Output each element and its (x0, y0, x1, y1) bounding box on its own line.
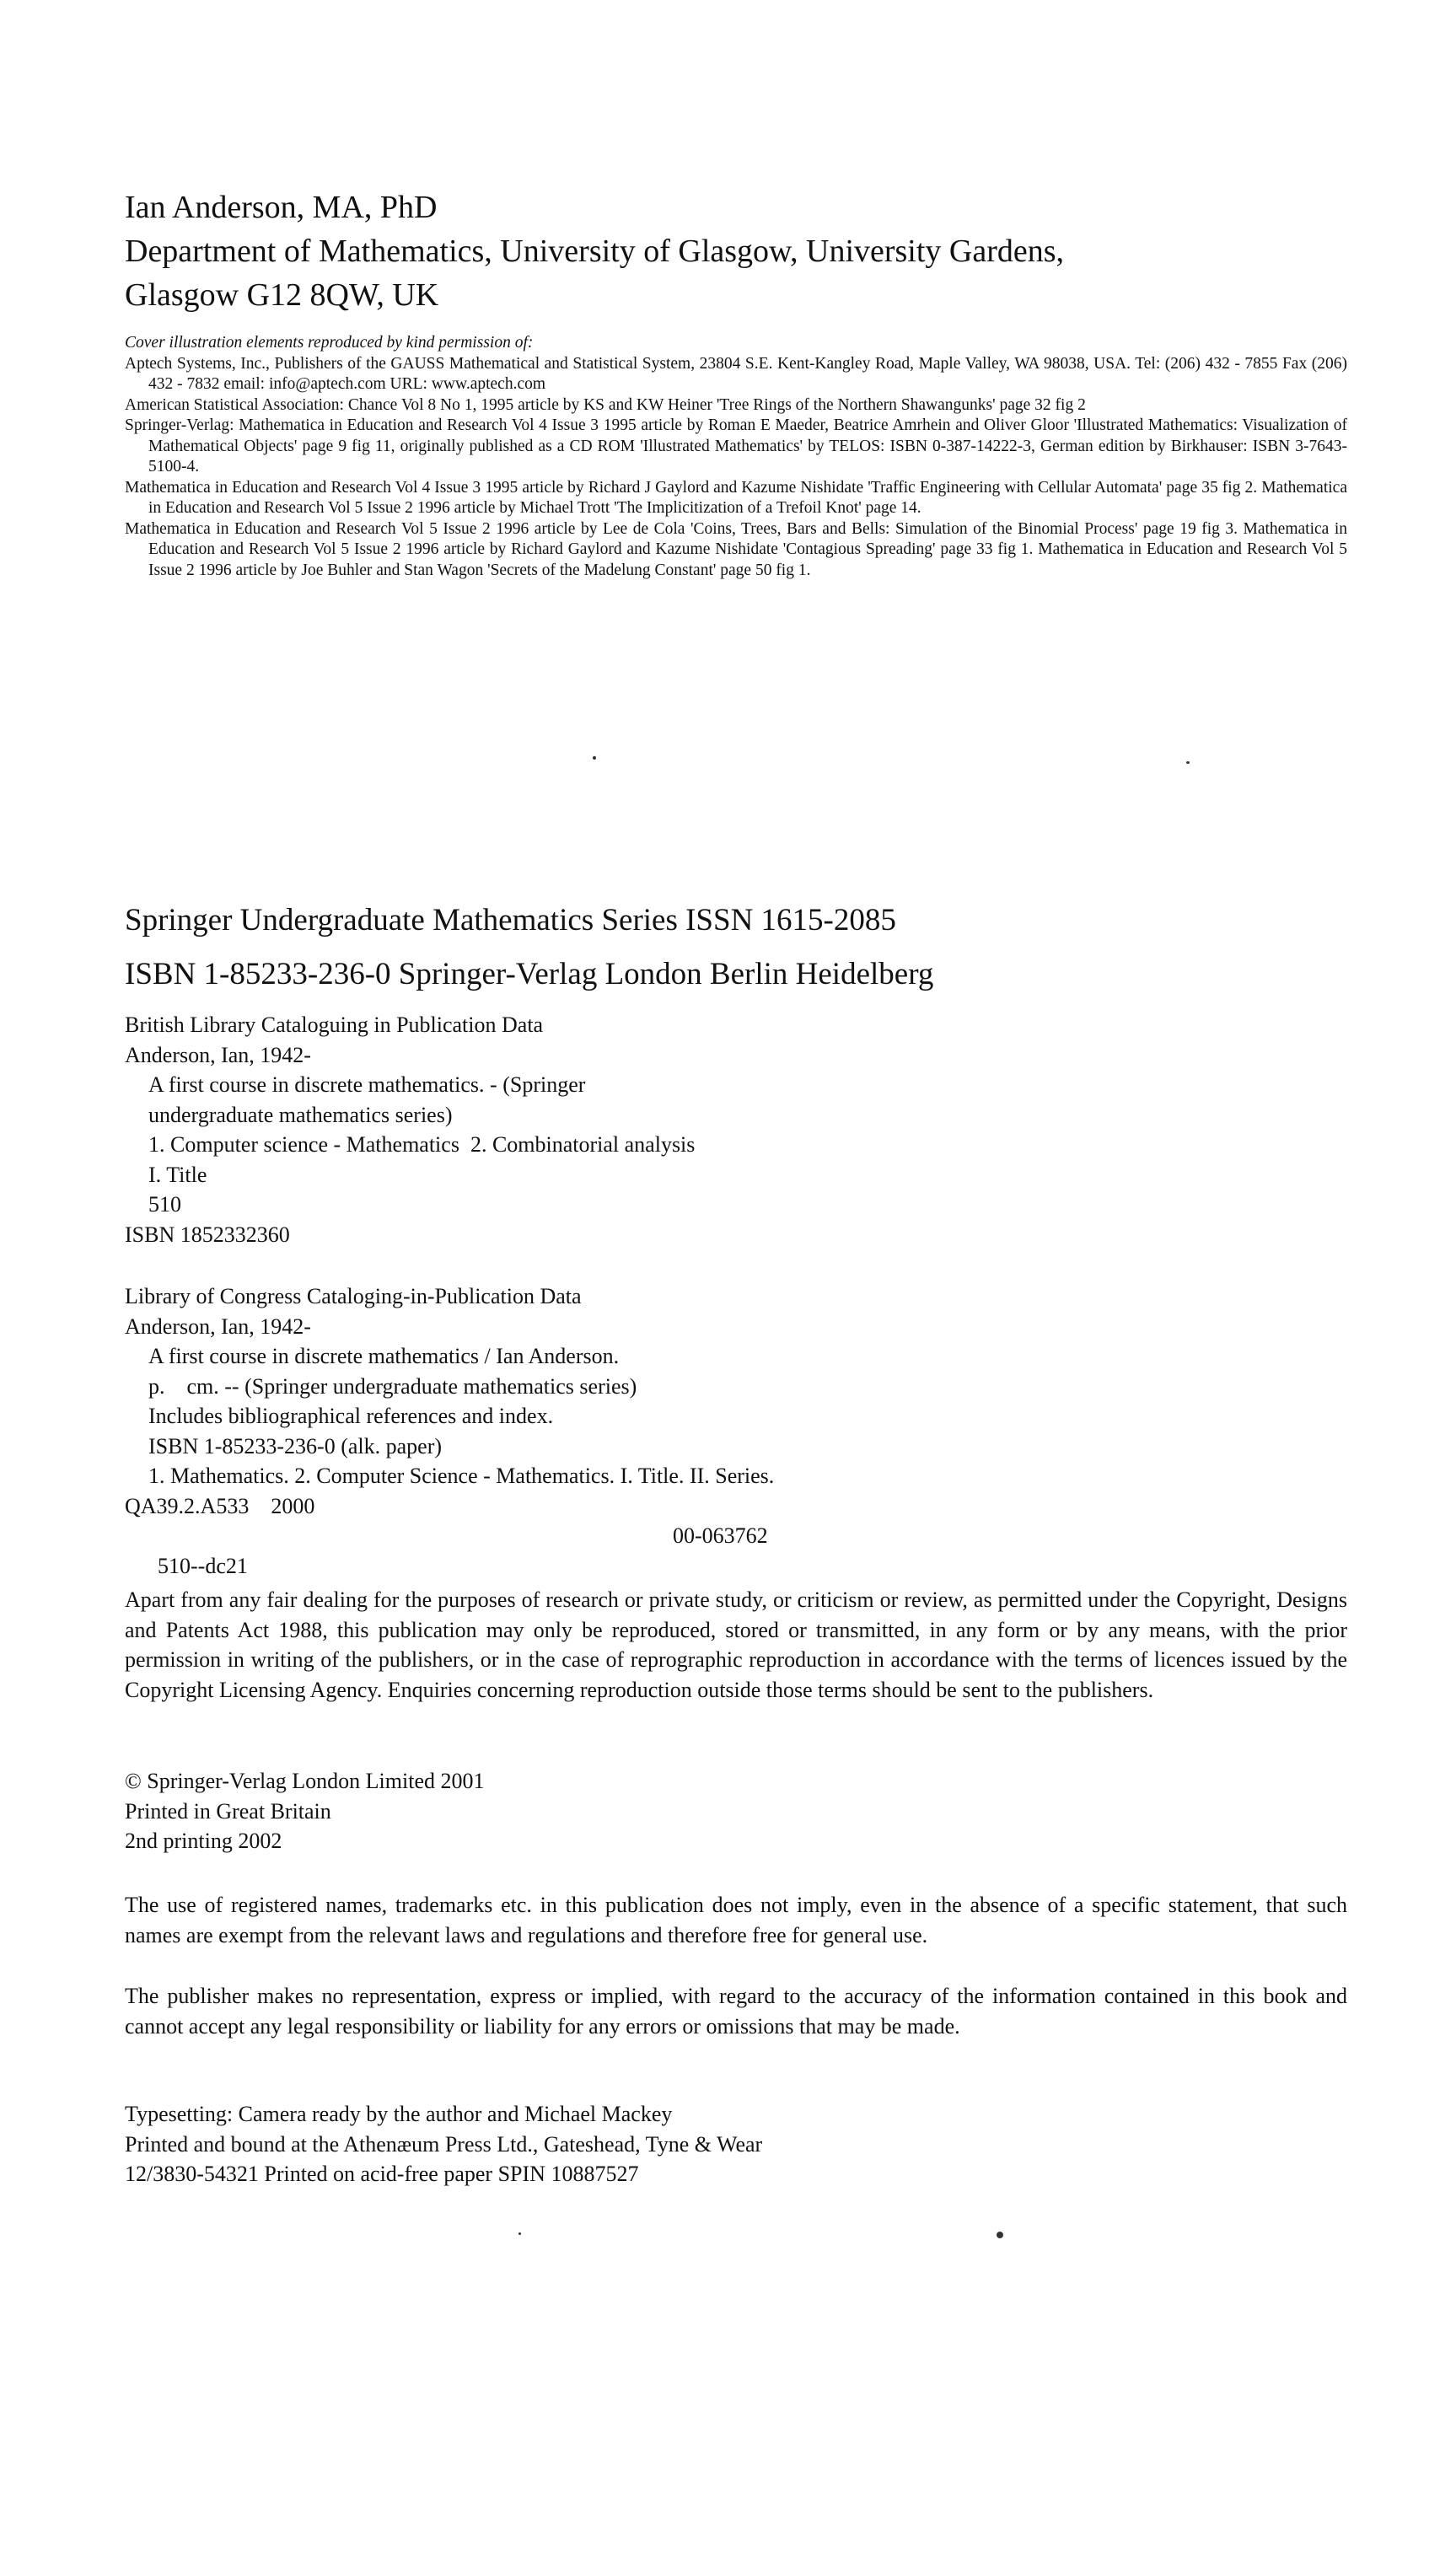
loc-lccn: 00-063762 (673, 1523, 768, 1548)
bl-class: 510 (148, 1192, 181, 1217)
bl-author: Anderson, Ian, 1942- (125, 1042, 311, 1067)
author-address-line1: Department of Mathematics, University of Glasgow, University Gardens, (125, 234, 1065, 269)
series-isbn: ISBN 1-85233-236-0 Springer-Verlag London Berlin Heidelberg (125, 957, 934, 991)
rights-paragraph: Apart from any fair dealing for the purposes of research or private study, or criticism or review, as permitted under the Copyright, Designs and Patents Act 1988, this publication may only be reproduced, stored or transmitted, in any form or by any means, with the prior permission in writing of the publishers, or in the case of reprographic reproduction in accordance with the terms of licences issued by the Copyright Licensing Agency. Enquiries concerning reproduction outside those terms should be sent to the publishers. (125, 1587, 1347, 1702)
copyright-block (125, 1766, 485, 1856)
bl-title-line1: A first course in discrete mathematics. - (Springer (148, 1072, 586, 1097)
bl-title-line2: undergraduate mathematics series) (148, 1102, 453, 1127)
cover-credits-intro: Cover illustration elements reproduced by kind permission of: (125, 334, 534, 352)
trademark-paragraph: The use of registered names, trademarks etc. in this publication does not imply, even in the absence of a specific statement, that such names are exempt from the relevant laws and regulations and therefore free for general use. (125, 1893, 1347, 1947)
scan-speck (1186, 761, 1190, 764)
bl-subjects: 1. Computer science - Mathematics 2. Combinatorial analysis (148, 1132, 696, 1157)
loc-heading: Library of Congress Cataloging-in-Publication Data (125, 1284, 582, 1308)
cover-credit-entry: Mathematica in Education and Research Vol 5 Issue 2 1996 article by Lee de Cola 'Coins, Trees, Bars and Bells: Simulation of the Binomial Process' page 19 fig 3. Mathematica in Education and Research Vol 5 Issue 2 1996 article by Richard Gaylord and Kazume Nishidate 'Contagious Spreading' page 33 fig 1. Mathematica in Education and Research Vol 5 Issue 2 1996 article by Joe Buhler and Stan Wagon 'Secrets of the Madelung Constant' page 50 fig 1. (125, 519, 1347, 579)
scan-speck (518, 2232, 521, 2235)
printer-line: Printed and bound at the Athenæum Press Ltd., Gateshead, Tyne & Wear (125, 2131, 763, 2157)
cover-credit-entry: Mathematica in Education and Research Vol 4 Issue 3 1995 article by Richard J Gaylord and Kazume Nishidate 'Traffic Engineering with Cellular Automata' page 35 fig 2. Mathematica in Education and Research Vol 5 Issue 2 1996 article by Michael Trott 'The Implicitization of a Trefoil Knot' page 14. (125, 478, 1347, 517)
loc-dewey: 510--dc21 (158, 1553, 248, 1578)
bl-isbn: ISBN 1852332360 (125, 1222, 290, 1247)
author-block (125, 185, 1064, 317)
cover-credit-entry: American Statistical Association: Chance Vol 8 No 1, 1995 article by KS and KW Heiner 'Tree Rings of the Northern Shawangunks' page 32 fig 2 (125, 395, 1086, 414)
bl-heading: British Library Cataloguing in Publication Data (125, 1013, 544, 1037)
printing-line: 2nd printing 2002 (125, 1829, 282, 1853)
british-library-cip (125, 1010, 695, 1249)
loc-author: Anderson, Ian, 1942- (125, 1313, 311, 1339)
loc-callno: QA39.2.A533 2000 (125, 1493, 315, 1518)
series-issn: Springer Undergraduate Mathematics Series ISSN 1615-2085 (125, 903, 896, 937)
loc-title: A first course in discrete mathematics / Ian Anderson. (148, 1344, 620, 1368)
series-block (125, 894, 933, 1002)
loc-isbn: ISBN 1-85233-236-0 (alk. paper) (148, 1433, 443, 1458)
cover-credit-entry: Springer-Verlag: Mathematica in Education and Research Vol 4 Issue 3 1995 article by Roman E Maeder, Beatrice Amrhein and Oliver Gloor 'Illustrated Mathematics: Visualization of Mathematical Objects' page 9 fig 11, originally published as a CD ROM 'Illustrated Mathematics' by TELOS: ISBN 0-387-14222-3, German edition by Birkhauser: ISBN 3-7643-5100-4. (125, 416, 1347, 475)
author-name: Ian Anderson, MA, PhD (125, 190, 438, 225)
loc-physical (125, 1372, 1052, 1402)
cover-credits (125, 333, 1347, 581)
typesetting-line: Typesetting: Camera ready by the author and Michael Mackey (125, 2102, 673, 2126)
liability-paragraph: The publisher makes no representation, express or implied, with regard to the accuracy of the information contained in this book and cannot accept any legal responsibility or liability for any errors or omissions that may be made. (125, 1984, 1347, 2039)
bl-title-entry: I. Title (148, 1162, 207, 1187)
typesetting-block (125, 2099, 762, 2189)
cover-credit-entry: Aptech Systems, Inc., Publishers of the GAUSS Mathematical and Statistical System, 23804 S.E. Kent-Kangley Road, Maple Valley, WA 98038, USA. Tel: (206) 432 - 7855 Fax (206) 432 - 7832 email: info@aptech.com URL: www.aptech.com (125, 354, 1347, 393)
loc-physical-text: p. cm. -- (Springer undergraduate mathematics series) (148, 1373, 637, 1399)
author-address-line2: Glasgow G12 8QW, UK (125, 277, 439, 313)
spin-line: 12/3830-54321 Printed on acid-free paper SPIN 10887527 (125, 2162, 639, 2186)
scan-speck (593, 756, 596, 760)
scan-speck (997, 2232, 1003, 2238)
loc-subjects: 1. Mathematics. 2. Computer Science - Mathematics. I. Title. II. Series. (148, 1464, 775, 1488)
copyright-line: © Springer-Verlag London Limited 2001 (125, 1769, 485, 1793)
loc-includes: Includes bibliographical references and index. (148, 1404, 554, 1428)
printed-in-line: Printed in Great Britain (125, 1798, 331, 1824)
